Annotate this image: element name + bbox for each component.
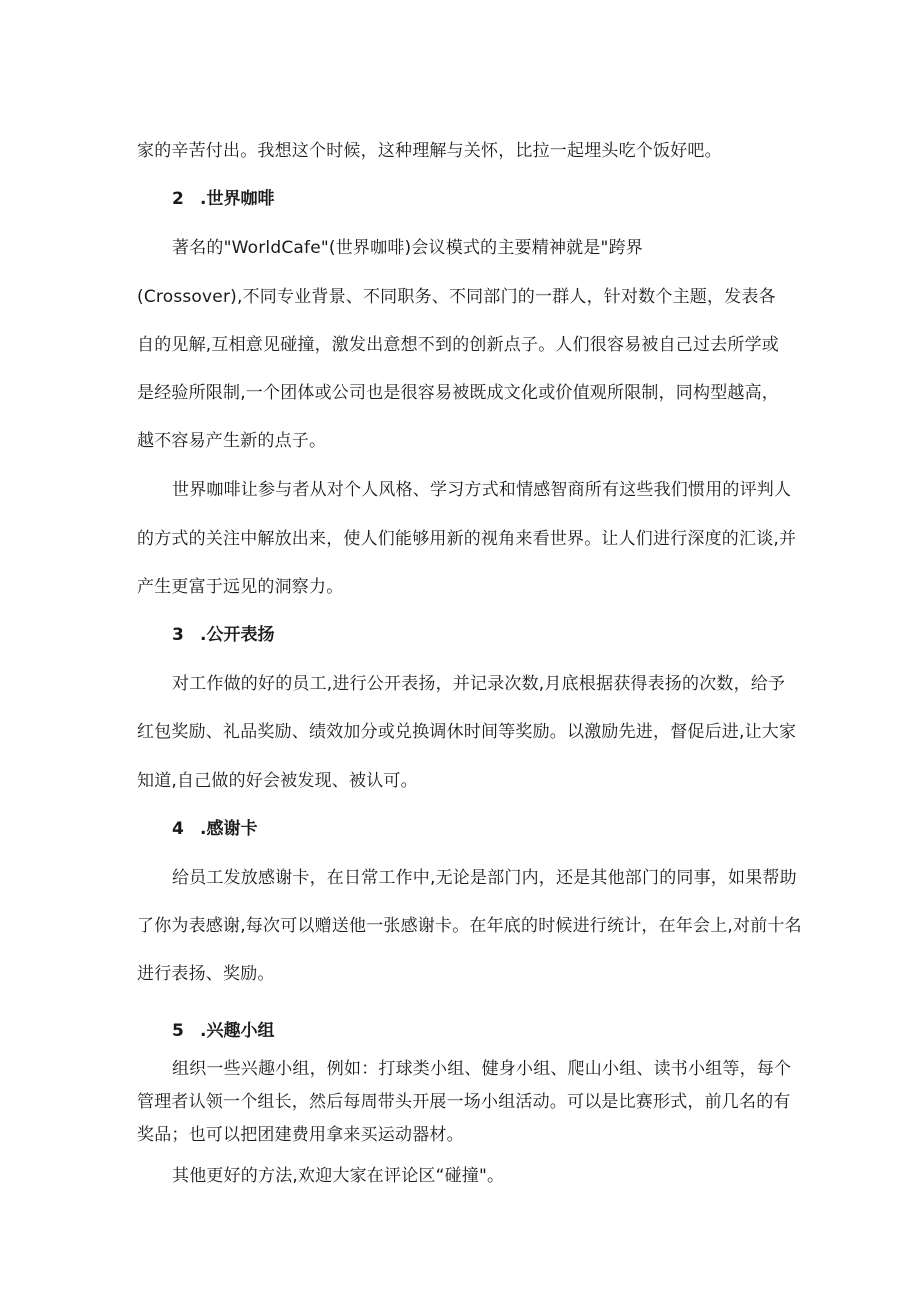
paragraph-line: 越不容易产生新的点子。 bbox=[137, 431, 327, 451]
section-number: 2 bbox=[172, 189, 184, 209]
paragraph-line: 的方式的关注中解放出来，使人们能够用新的视角来看世界。让人们进行深度的汇谈,并 bbox=[137, 529, 797, 549]
paragraph-line: 其他更好的方法,欢迎大家在评论区“碰撞"。 bbox=[172, 1166, 505, 1186]
paragraph-line: 给员工发放感谢卡，在日常工作中,无论是部门内，还是其他部门的同事，如果帮助 bbox=[172, 868, 797, 888]
paragraph-line: 管理者认领一个组长，然后每周带头开展一场小组活动。可以是比赛形式，前几名的有 bbox=[137, 1092, 791, 1112]
section-number: 3 bbox=[172, 625, 184, 645]
paragraph-line: 进行表扬、奖励。 bbox=[137, 964, 275, 984]
section-heading-interest-group bbox=[172, 1019, 274, 1043]
section-heading-public-praise bbox=[172, 623, 274, 647]
paragraph-line: 世界咖啡让参与者从对个人风格、学习方式和情感智商所有这些我们惯用的评判人 bbox=[172, 480, 792, 500]
paragraph-line: 著名的"WorldCafe"(世界咖啡)会议模式的主要精神就是"跨界 bbox=[172, 238, 643, 258]
paragraph-line: 家的辛苦付出。我想这个时候，这种理解与关怀，比拉一起埋头吃个饭好吧。 bbox=[137, 141, 722, 161]
section-title: .感谢卡 bbox=[200, 819, 258, 839]
section-title: .公开表扬 bbox=[200, 625, 275, 645]
paragraph-line: 组织一些兴趣小组，例如：打球类小组、健身小组、爬山小组、读书小组等，每个 bbox=[172, 1059, 792, 1079]
paragraph-line: 红包奖励、礼品奖励、绩效加分或兑换调休时间等奖励。以激励先进，督促后进,让大家 bbox=[137, 722, 797, 742]
section-heading-thank-card bbox=[172, 817, 257, 841]
paragraph-line: (Crossover),不同专业背景、不同职务、不同部门的一群人，针对数个主题，发表各 bbox=[137, 287, 776, 307]
section-title: .世界咖啡 bbox=[200, 189, 275, 209]
paragraph-line: 了你为表感谢,每次可以赠送他一张感谢卡。在年底的时候进行统计，在年会上,对前十名 bbox=[137, 916, 802, 936]
paragraph-line: 是经验所限制,一个团体或公司也是很容易被既成文化或价值观所限制，同构型越高， bbox=[137, 383, 780, 403]
paragraph-line: 奖品；也可以把团建费用拿来买运动器材。 bbox=[137, 1125, 464, 1145]
paragraph-line: 知道,自己做的好会被发现、被认可。 bbox=[137, 771, 418, 791]
section-heading-world-cafe bbox=[172, 187, 274, 211]
paragraph-line: 产生更富于远见的洞察力。 bbox=[137, 577, 344, 597]
section-title: .兴趣小组 bbox=[200, 1021, 275, 1041]
paragraph-line: 对工作做的好的员工,进行公开表扬，并记录次数,月底根据获得表扬的次数，给予 bbox=[172, 674, 786, 694]
paragraph-line: 自的见解,互相意见碰撞，激发出意想不到的创新点子。人们很容易被自己过去所学或 bbox=[137, 335, 780, 355]
section-number: 5 bbox=[172, 1021, 184, 1041]
section-number: 4 bbox=[172, 819, 184, 839]
